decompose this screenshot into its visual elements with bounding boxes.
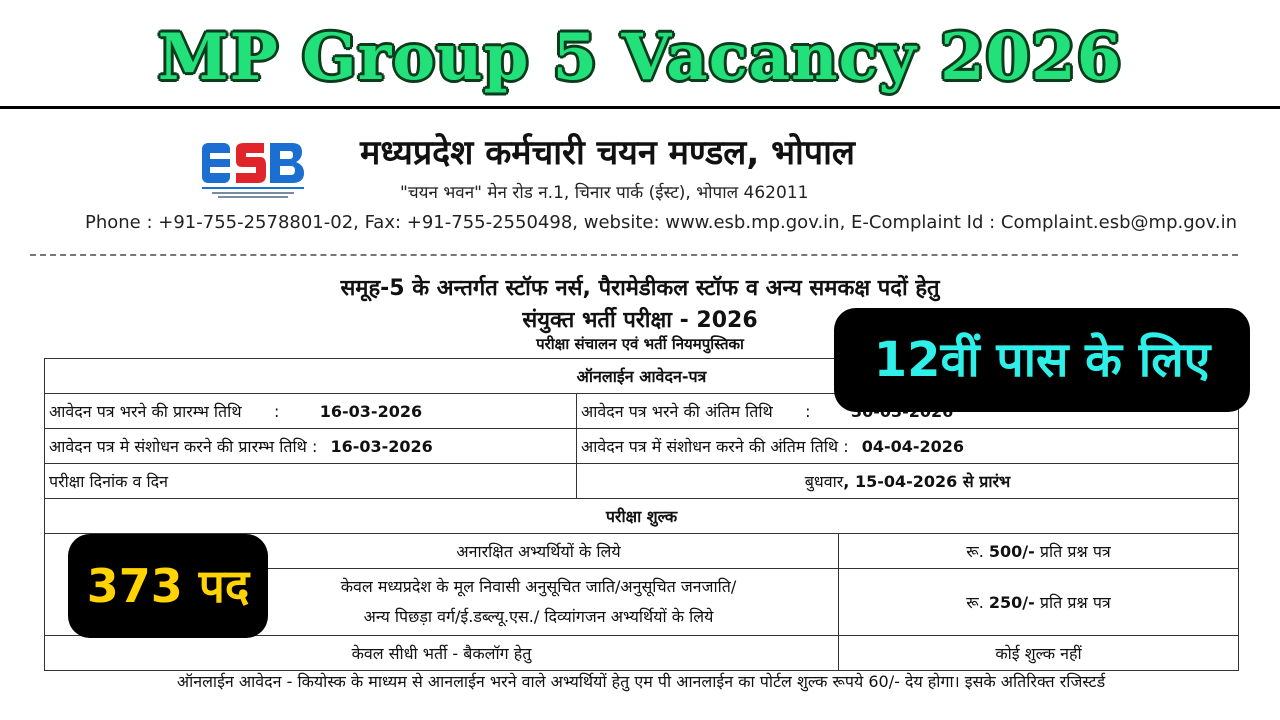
bottom-note: ऑनलाईन आवेदन - कियोस्क के माध्यम से आनलाईन भरने वाले अभ्यर्थियों हेतु एम पी आनलाईन का पोर्टल शुल्क रूपये 60/- देय होगा। इसके अतिरिक्त रजिस्टर्ड (176, 672, 1106, 691)
table-row (45, 429, 1239, 464)
table-row (45, 464, 1239, 499)
separator: : (805, 402, 811, 421)
backlog-fee: कोई शुल्क नहीं (839, 636, 1239, 671)
correction-end-label: आवेदन पत्र में संशोधन करने की अंतिम तिथि (581, 437, 839, 456)
banner-title: MP Group 5 Vacancy 2026 (157, 20, 1123, 95)
doc-heading-2: संयुक्त भर्ती परीक्षा - 2026 (522, 308, 758, 333)
correction-start-label: आवेदन पत्र मे संशोधन करने की प्रारम्भ तिथि (49, 437, 307, 456)
exam-date-label: परीक्षा दिनांक व दिन (45, 464, 577, 499)
org-address: "चयन भवन" मेन रोड न.1, चिनार पार्क (ईस्ट), भोपाल 462011 (400, 183, 809, 203)
table-row (45, 636, 1239, 671)
backlog-label: केवल सीधी भर्ती - बैकलॉग हेतु (45, 636, 839, 671)
contact-line: Phone : +91-755-2578801-02, Fax: +91-755-2550498, website: www.esb.mp.gov.in, E-Complaint Id : Complaint.esb@mp.gov.in (85, 212, 1238, 233)
fee-amount-general: रू. 500/- प्रति प्रश्न पत्र (839, 534, 1239, 569)
exam-date-cell: बुधवार, 15-04-2026 से प्रारंभ (577, 464, 1239, 499)
correction-end-value: 04-04-2026 (861, 437, 965, 456)
table-row (45, 499, 1239, 534)
end-date-label: आवेदन पत्र भरने की अंतिम तिथि (581, 402, 773, 421)
exam-date-value: 15-04-2026 से प्रारंभ (854, 472, 1011, 491)
fee-value: 250/- (988, 593, 1035, 612)
fee-category-general: अनारक्षित अभ्यर्थियों के लिये (239, 534, 839, 569)
exam-day: बुधवार (804, 472, 844, 491)
fee-category-reserved: केवल मध्यप्रदेश के मूल निवासी अनुसूचित जाति/अनुसूचित जनजाति/ अन्य पिछड़ा वर्ग/ई.डब्ल्यू.एस./ दिव्यांगजन अभ्यर्थियों के लिये (239, 569, 839, 636)
fee-value: 500/- (988, 542, 1035, 561)
correction-start-cell (45, 429, 577, 464)
org-name: मध्यप्रदेश कर्मचारी चयन मण्डल, भोपाल (360, 133, 855, 173)
separator: : (843, 437, 849, 456)
top-divider (0, 106, 1280, 109)
separator: : (311, 437, 318, 456)
doc-heading-3: परीक्षा संचालन एवं भर्ती नियमपुस्तिका (536, 335, 744, 353)
start-date-value: 16-03-2026 (319, 402, 423, 421)
start-date-cell (45, 394, 577, 429)
correction-end-cell (577, 429, 1239, 464)
doc-heading-1: समूह-5 के अन्तर्गत स्टॉफ नर्स, पैरामेडीकल स्टॉफ व अन्य समकक्ष पदों हेतु (340, 276, 940, 301)
posts-badge: 373 पद (68, 534, 268, 638)
start-date-label: आवेदन पत्र भरने की प्रारम्भ तिथि (49, 402, 242, 421)
correction-start-value: 16-03-2026 (330, 437, 433, 456)
eligibility-badge: 12वीं पास के लिए (834, 308, 1250, 412)
fee-header: परीक्षा शुल्क (45, 499, 1239, 534)
esb-logo (198, 135, 308, 201)
fee-amount-reserved: रू. 250/- प्रति प्रश्न पत्र (839, 569, 1239, 636)
online-form-header: ऑनलाईन आवेदन-पत्र (45, 359, 1239, 394)
dashed-divider (30, 254, 1238, 256)
separator: : (273, 402, 280, 421)
